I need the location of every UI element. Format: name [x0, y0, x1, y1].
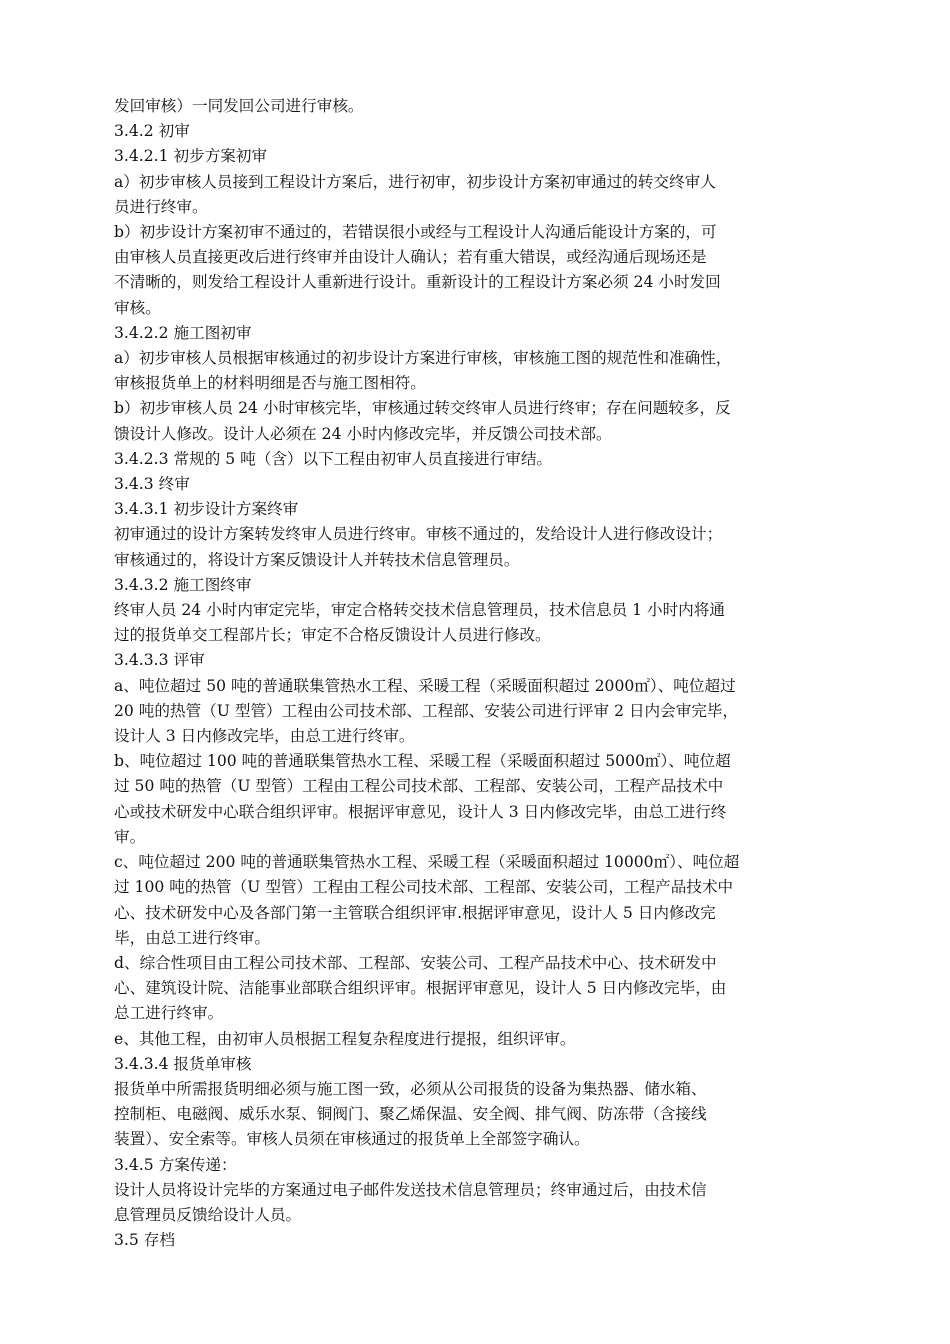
text-line: 设计人 3 日内修改完毕，由总工进行终审。: [114, 727, 415, 746]
section-heading: 3.4.2.1 初步方案初审: [114, 147, 268, 166]
text-line: 装置）、安全索等。审核人员须在审核通过的报货单上全部签字确认。: [114, 1130, 590, 1149]
text-line: 报货单中所需报货明细必须与施工图一致，必须从公司报货的设备为集热器、储水箱、: [114, 1079, 707, 1098]
section-heading: 3.4.3.1 初步设计方案终审: [114, 500, 299, 519]
text-line: 设计人员将设计完毕的方案通过电子邮件发送技术信息管理员；终审通过后，由技术信: [114, 1180, 707, 1199]
text-line: 心、技术研发中心及各部门第一主管联合组织评审.根据评审意见，设计人 5 日内修改完: [114, 903, 716, 922]
text-line: 过 50 吨的热管（U 型管）工程由工程公司技术部、工程部、安装公司，工程产品技术中: [114, 777, 724, 796]
section-heading: 3.4.3.2 施工图终审: [114, 575, 252, 594]
section-heading: 3.4.5 方案传递：: [114, 1155, 237, 1174]
text-line: b）初步审核人员 24 小时审核完毕，审核通过转交终审人员进行终审；存在问题较多，反: [114, 399, 731, 418]
text-line: 终审人员 24 小时内审定完毕，审定合格转交技术信息管理员，技术信息员 1 小时内将通: [114, 601, 725, 620]
text-line: 总工进行终审。: [114, 1004, 224, 1023]
text-line: 心、建筑设计院、洁能事业部联合组织评审。根据评审意见，设计人 5 日内修改完毕，由: [114, 979, 727, 998]
text-line: 初审通过的设计方案转发终审人员进行终审。审核不通过的，发给设计人进行修改设计；: [114, 525, 723, 544]
text-line: a）初步审核人员根据审核通过的初步设计方案进行审核，审核施工图的规范性和准确性，: [114, 349, 732, 368]
text-line: 过的报货单交工程部片长；审定不合格反馈设计人员进行修改。: [114, 626, 551, 645]
text-line: b、吨位超过 100 吨的普通联集管热水工程、采暖工程（采暖面积超过 5000㎡）、吨位超: [114, 752, 731, 771]
text-line: a、吨位超过 50 吨的普通联集管热水工程、采暖工程（采暖面积超过 2000㎡）、吨位超过: [114, 676, 736, 695]
text-line: 控制柜、电磁阀、威乐水泵、铜阀门、聚乙烯保温、安全阀、排气阀、防冻带（含接线: [114, 1105, 707, 1124]
text-line: 息管理员反馈给设计人员。: [114, 1205, 302, 1224]
text-line: 审。: [114, 827, 146, 846]
text-line: 发回审核）一同发回公司进行审核。: [114, 97, 364, 115]
text-line: 员进行终审。: [114, 197, 208, 216]
section-heading: 3.4.2.2 施工图初审: [114, 323, 252, 342]
text-line: 毕，由总工进行终审。: [114, 928, 270, 947]
text-line: 20 吨的热管（U 型管）工程由公司技术部、工程部、安装公司进行评审 2 日内会审完毕，: [114, 701, 739, 720]
text-line: e、其他工程，由初审人员根据工程复杂程度进行提报，组织评审。: [114, 1029, 576, 1048]
section-heading: 3.4.2 初审: [114, 122, 190, 141]
section-heading: 3.5 存档: [114, 1231, 175, 1250]
text-line: d、综合性项目由工程公司技术部、工程部、安装公司、工程产品技术中心、技术研发中: [114, 953, 717, 972]
section-heading: 3.4.3.4 报货单审核: [114, 1054, 252, 1073]
text-line: 心或技术研发中心联合组织评审。根据评审意见，设计人 3 日内修改完毕，由总工进行终: [114, 802, 727, 821]
text-line: 审核报货单上的材料明细是否与施工图相符。: [114, 374, 426, 393]
text-line: 过 100 吨的热管（U 型管）工程由工程公司技术部、工程部、安装公司，工程产品技术中: [114, 878, 734, 897]
text-line: 馈设计人修改。设计人必须在 24 小时内修改完毕，并反馈公司技术部。: [114, 424, 612, 443]
document-body: [114, 94, 849, 1253]
text-line: c、吨位超过 200 吨的普通联集管热水工程、采暖工程（采暖面积超过 10000㎡）、吨位超: [114, 853, 740, 872]
text-line: 3.4.2.3 常规的 5 吨（含）以下工程由初审人员直接进行审结。: [114, 449, 553, 468]
text-line: 审核通过的，将设计方案反馈设计人并转技术信息管理员。: [114, 550, 520, 569]
text-line: b）初步设计方案初审不通过的，若错误很小或经与工程设计人沟通后能设计方案的，可: [114, 223, 717, 242]
text-line: 不清晰的，则发给工程设计人重新进行设计。重新设计的工程设计方案必须 24 小时发回: [114, 273, 721, 292]
text-line: a）初步审核人员接到工程设计方案后，进行初审，初步设计方案初审通过的转交终审人: [114, 172, 716, 191]
section-heading: 3.4.3 终审: [114, 475, 190, 494]
text-line: 审核。: [114, 298, 161, 317]
text-line: 由审核人员直接更改后进行终审并由设计人确认；若有重大错误，或经沟通后现场还是: [114, 248, 707, 267]
section-heading: 3.4.3.3 评审: [114, 651, 205, 670]
